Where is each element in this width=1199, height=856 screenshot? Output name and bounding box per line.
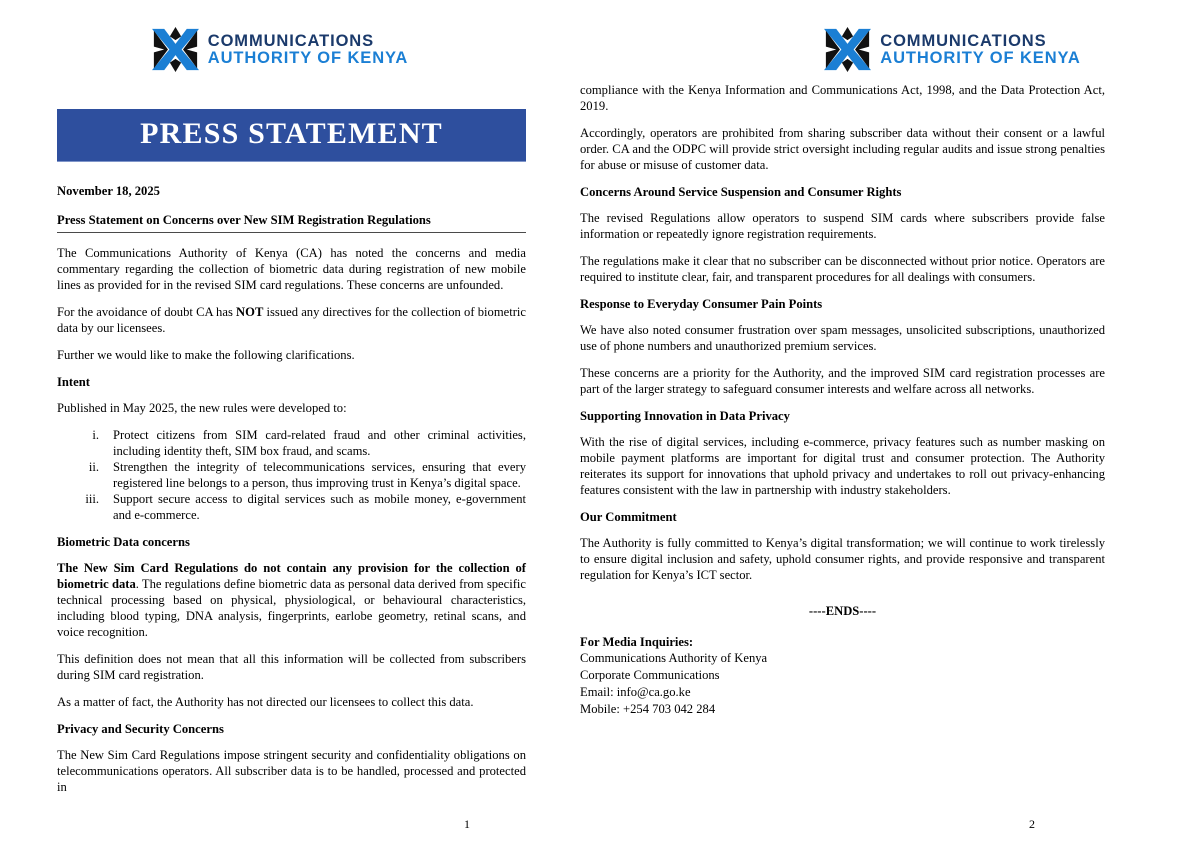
heading-privacy-security: Privacy and Security Concerns (57, 721, 224, 736)
contact-mobile: Mobile: +254 703 042 284 (580, 701, 716, 716)
paragraph-further: Further we would like to make the following clarifications. (57, 347, 355, 362)
page-2 (566, 0, 1199, 856)
text-not-emphasis: NOT (236, 304, 264, 319)
paragraph-biometric-definition (57, 561, 526, 641)
paragraph-definition-clarification: This definition does not mean that all this information will be collected from subscribers during SIM card registration. (57, 651, 526, 682)
ca-logo-wordmark (208, 33, 408, 67)
logo-line-1: COMMUNICATIONS (880, 31, 1047, 50)
ca-kenya-logo (0, 26, 566, 73)
list-item-text: Protect citizens from SIM card-related fraud and other criminal activities, including identity theft, SIM box fraud, and scams. (113, 427, 526, 458)
logo-line-2: AUTHORITY OF KENYA (880, 48, 1081, 67)
paragraph-commitment: The Authority is fully committed to Kenya’s digital transformation; we will continue to work tirelessly to ensure digital inclusion and safety, uphold consumer rights, and provide responsive and transparent regulation for Kenya’s ICT sector. (580, 535, 1105, 582)
ca-logo-wordmark (880, 33, 1080, 67)
heading-biometric-data-concerns: Biometric Data concerns (57, 534, 190, 549)
text-not-pre: For the avoidance of doubt CA has (57, 304, 237, 319)
text-not-post: issued any directives for the collection of biometric data by our licensees. (57, 304, 526, 335)
paragraph-matter-of-fact: As a matter of fact, the Authority has not directed our licensees to collect this data. (57, 694, 474, 709)
list-item (57, 492, 526, 524)
paragraph-published: Published in May 2025, the new rules were developed to: (57, 400, 347, 415)
page-number: 1 (464, 817, 470, 831)
intent-list (57, 428, 526, 524)
paragraph-revised-regulations: The revised Regulations allow operators to suspend SIM cards where subscribers provide false information or repeatedly ignore registration requirements. (580, 210, 1105, 241)
contact-email: Email: info@ca.go.ke (580, 684, 691, 699)
contact-department: Corporate Communications (580, 668, 720, 683)
media-inquiries-label: For Media Inquiries: (580, 634, 694, 649)
text-biometric-emphasis: The New Sim Card Regulations do not contain any provision for the collection of biometric data (57, 560, 526, 591)
paragraph-accordingly: Accordingly, operators are prohibited from sharing subscriber data without their consent or a lawful order. CA and the ODPC will provide strict oversight including regular audits and issue strong penalties for abuse or misuse of customer data. (580, 125, 1105, 172)
paragraph-no-directive (57, 305, 526, 337)
text-biometric-rest: . The regulations define biometric data as personal data derived from specific technical processing based on physical, physiological, or behavioural characteristics, including blood typing, DNA analysis, fingerprints, earlobe geometry, retinal scans, and voice recognition. (57, 576, 526, 639)
contact-organization: Communications Authority of Kenya (580, 651, 768, 666)
heading-our-commitment: Our Commitment (580, 509, 677, 524)
list-item-text: Strengthen the integrity of telecommunications services, ensuring that every registered line belongs to a person, thus improving trust in Kenya’s digital space. (113, 459, 526, 490)
list-item-number: i. (92, 427, 99, 442)
list-item (57, 460, 526, 492)
ca-logo-x-icon (152, 26, 199, 73)
ends-marker: ----ENDS---- (808, 603, 877, 618)
paragraph-compliance: compliance with the Kenya Information and Communications Act, 1998, and the Data Protection Act, 2019. (580, 83, 1105, 113)
ca-kenya-logo (706, 26, 1199, 73)
heading-supporting-innovation: Supporting Innovation in Data Privacy (580, 408, 790, 423)
statement-subtitle: Press Statement on Concerns over New SIM Registration Regulations (57, 212, 431, 227)
heading-intent: Intent (57, 374, 90, 389)
heading-service-suspension: Concerns Around Service Suspension and Consumer Rights (580, 184, 902, 199)
page-1 (0, 0, 566, 856)
statement-date: November 18, 2025 (57, 184, 160, 198)
paragraph-intro: The Communications Authority of Kenya (CA) has noted the concerns and media commentary regarding the collection of biometric data during registration of new mobile lines as provided for in the revised SIM card regulations. These concerns are unfounded. (57, 245, 526, 292)
logo-line-2: AUTHORITY OF KENYA (207, 48, 409, 67)
heading-consumer-pain-points: Response to Everyday Consumer Pain Points (580, 296, 823, 311)
logo-line-1: COMMUNICATIONS (207, 31, 375, 50)
media-inquiries-block (580, 634, 1105, 718)
subtitle-divider (57, 232, 526, 233)
paragraph-privacy-obligations: The New Sim Card Regulations impose stringent security and confidentiality obligations on telecommunications operators. All subscriber data is to be handled, processed and protected in (57, 747, 526, 794)
list-item-text: Support secure access to digital services such as mobile money, e-government and e-commerce. (113, 491, 526, 522)
paragraph-spam-frustration: We have also noted consumer frustration over spam messages, unsolicited subscriptions, unauthorized use of phone numbers and unauthorized premium services. (580, 322, 1105, 353)
ca-logo-x-icon (824, 26, 871, 73)
page-number: 2 (1029, 817, 1035, 831)
paragraph-priority-strategy: These concerns are a priority for the Authority, and the improved SIM card registration processes are part of the larger strategy to safeguard consumer interests and welfare across all networks. (580, 365, 1105, 396)
list-item-number: iii. (85, 491, 99, 506)
paragraph-disconnection-notice: The regulations make it clear that no subscriber can be disconnected without prior notice. Operators are required to institute clear, fair, and transparent procedures for all dealings with consumers. (580, 253, 1105, 284)
list-item (57, 428, 526, 460)
paragraph-innovation-privacy: With the rise of digital services, including e-commerce, privacy features such as number masking on mobile payment platforms are important for digital trust and consumer protection. The Authority reiterates its support for innovations that uphold privacy and undertakes to roll out privacy-enhancing features consistent with the law in partnership with industry stakeholders. (580, 434, 1105, 497)
press-statement-banner: PRESS STATEMENT (57, 109, 526, 162)
list-item-number: ii. (88, 459, 99, 474)
